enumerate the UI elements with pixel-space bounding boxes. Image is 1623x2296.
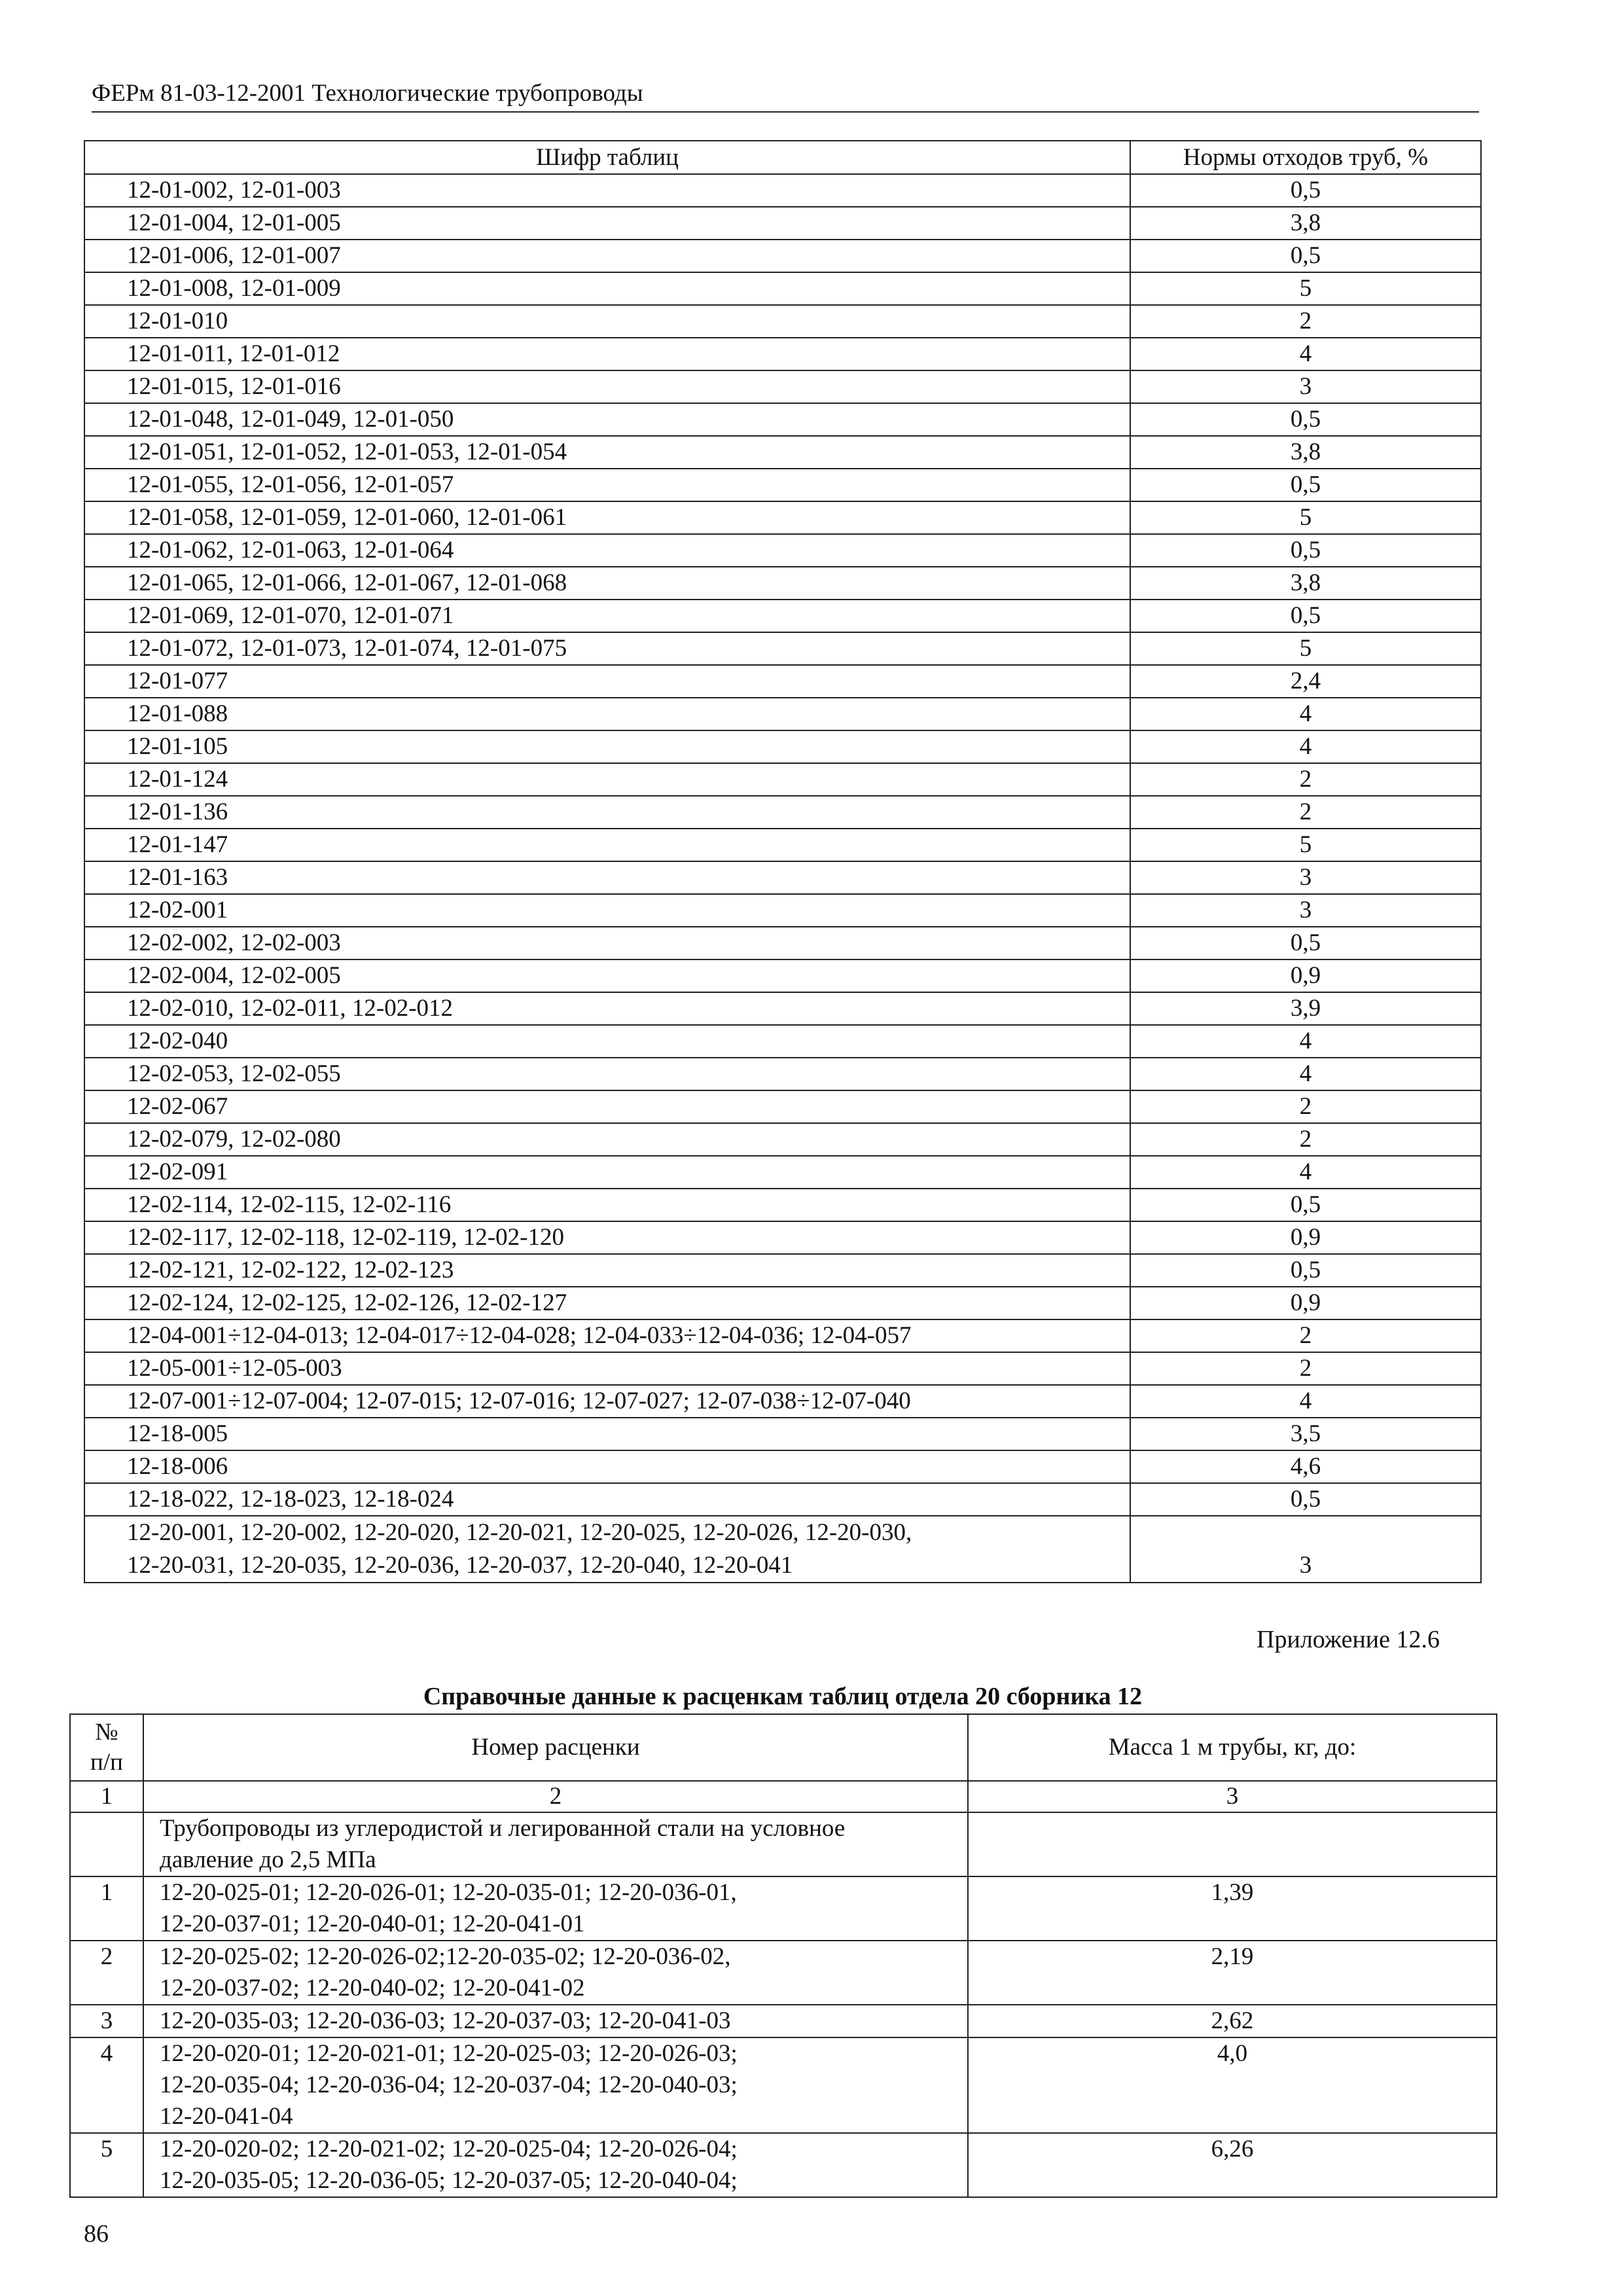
table-row — [84, 534, 1481, 567]
table-code-cell: 12-01-015, 12-01-016 — [84, 370, 1130, 403]
table-value-cell: 0,5 — [1130, 1483, 1481, 1516]
table-code-cell: 12-01-051, 12-01-052, 12-01-053, 12-01-054 — [84, 436, 1130, 469]
table-row — [70, 2005, 1497, 2037]
table-row — [84, 763, 1481, 796]
running-title: ФЕРм 81-03-12-2001 Технологические трубопроводы — [92, 77, 1479, 113]
waste-norms-body — [84, 174, 1481, 1583]
table-code-cell: 12-05-001÷12-05-003 — [84, 1352, 1130, 1385]
table-value-cell: 2 — [1130, 796, 1481, 829]
column-number: 2 — [143, 1781, 968, 1812]
rate-codes-line: 12-20-020-02; 12-20-021-02; 12-20-025-04; 12-20-026-04; — [160, 2136, 738, 2162]
table-code-cell: 12-02-004, 12-02-005 — [84, 960, 1130, 992]
table-row — [70, 2133, 1497, 2197]
mass-value: 2,19 — [968, 1941, 1497, 2005]
table-row — [84, 240, 1481, 272]
table-value-cell: 3 — [1130, 894, 1481, 927]
table-row — [84, 338, 1481, 370]
table-code-cell: 12-02-121, 12-02-122, 12-02-123 — [84, 1254, 1130, 1287]
table-code-cell: 12-01-004, 12-01-005 — [84, 207, 1130, 240]
table-row — [84, 1516, 1481, 1583]
row-number: 2 — [70, 1941, 143, 2005]
table-value-cell: 0,5 — [1130, 600, 1481, 632]
column-header-code: Номер расценки — [143, 1714, 968, 1781]
column-header-norm: Нормы отходов труб, % — [1130, 141, 1481, 174]
column-header-number — [70, 1714, 143, 1781]
table-code-cell: 12-01-006, 12-01-007 — [84, 240, 1130, 272]
section-mass-cell — [968, 1812, 1497, 1876]
table-row — [84, 698, 1481, 730]
table-row — [70, 2037, 1497, 2133]
table-value-cell: 5 — [1130, 632, 1481, 665]
table-value-cell: 3,8 — [1130, 207, 1481, 240]
table-code-cell: 12-01-136 — [84, 796, 1130, 829]
table-value-cell: 4 — [1130, 1156, 1481, 1189]
table-value-cell: 0,9 — [1130, 960, 1481, 992]
reference-data-table — [69, 1713, 1497, 2198]
table-row — [84, 600, 1481, 632]
table-row — [84, 829, 1481, 861]
table-row — [84, 1123, 1481, 1156]
table-row — [84, 469, 1481, 501]
table-row — [84, 1058, 1481, 1090]
rate-codes-cell — [143, 2005, 968, 2037]
table-row — [84, 1352, 1481, 1385]
rate-codes-line: 12-20-020-01; 12-20-021-01; 12-20-025-03; 12-20-026-03; — [160, 2040, 738, 2067]
table-value-cell: 4 — [1130, 698, 1481, 730]
table-value-cell: 2,4 — [1130, 665, 1481, 698]
rate-codes-line: 12-20-035-04; 12-20-036-04; 12-20-037-04; 12-20-040-03; — [160, 2072, 738, 2098]
table-row — [84, 1385, 1481, 1418]
table-code-cell: 12-01-124 — [84, 763, 1130, 796]
table-row — [84, 1418, 1481, 1450]
table-code-cell: 12-02-053, 12-02-055 — [84, 1058, 1130, 1090]
table-row — [84, 992, 1481, 1025]
table-value-cell: 0,5 — [1130, 240, 1481, 272]
table-value-cell: 0,9 — [1130, 1287, 1481, 1319]
rate-codes-line: 12-20-035-05; 12-20-036-05; 12-20-037-05; 12-20-040-04; — [160, 2167, 738, 2194]
page-number: 86 — [84, 2220, 109, 2248]
table-code-cell: 12-01-072, 12-01-073, 12-01-074, 12-01-075 — [84, 632, 1130, 665]
table-row — [84, 207, 1481, 240]
column-header-number-line: № — [95, 1719, 118, 1746]
table-row — [84, 796, 1481, 829]
table-code-cell: 12-01-147 — [84, 829, 1130, 861]
table-value-cell: 4 — [1130, 730, 1481, 763]
table-code-cell: 12-02-091 — [84, 1156, 1130, 1189]
rate-codes-cell — [143, 2133, 968, 2197]
column-header-number-line: п/п — [90, 1749, 123, 1776]
table-row — [84, 1483, 1481, 1516]
table-code-cell: 12-01-048, 12-01-049, 12-01-050 — [84, 403, 1130, 436]
table-value-cell: 3,9 — [1130, 992, 1481, 1025]
table-value-cell: 4 — [1130, 1025, 1481, 1058]
table-code-cell: 12-02-079, 12-02-080 — [84, 1123, 1130, 1156]
section-number-cell — [70, 1812, 143, 1876]
table-code-cell: 12-01-163 — [84, 861, 1130, 894]
table-row — [84, 927, 1481, 960]
section-title-line: Трубопроводы из углеродистой и легированной стали на условное — [160, 1815, 846, 1842]
table-row — [84, 403, 1481, 436]
table-row — [84, 436, 1481, 469]
table-row — [84, 1025, 1481, 1058]
table-value-cell: 3 — [1130, 370, 1481, 403]
table-value-cell: 0,5 — [1130, 1189, 1481, 1221]
rate-codes-line: 12-20-037-02; 12-20-040-02; 12-20-041-02 — [160, 1975, 585, 2001]
table-code-cell: 12-02-067 — [84, 1090, 1130, 1123]
table-code-cell — [84, 1516, 1130, 1583]
section-title-line: давление до 2,5 МПа — [160, 1846, 376, 1873]
table-code-cell: 12-01-055, 12-01-056, 12-01-057 — [84, 469, 1130, 501]
table-row — [84, 960, 1481, 992]
row-number: 4 — [70, 2037, 143, 2133]
table-row — [84, 1319, 1481, 1352]
table-value-cell: 2 — [1130, 1352, 1481, 1385]
table-code-cell: 12-02-117, 12-02-118, 12-02-119, 12-02-120 — [84, 1221, 1130, 1254]
table-row — [84, 1450, 1481, 1483]
table-code-cell: 12-07-001÷12-07-004; 12-07-015; 12-07-016; 12-07-027; 12-07-038÷12-07-040 — [84, 1385, 1130, 1418]
table-value-cell: 3,5 — [1130, 1418, 1481, 1450]
waste-norms-table — [84, 140, 1482, 1583]
table-header-row — [70, 1714, 1497, 1781]
table-value-cell: 4 — [1130, 1385, 1481, 1418]
table-code-cell: 12-01-002, 12-01-003 — [84, 174, 1130, 207]
table-value-cell: 0,5 — [1130, 403, 1481, 436]
table-value-cell: 0,9 — [1130, 1221, 1481, 1254]
table-value-cell: 5 — [1130, 272, 1481, 305]
table-code-cell: 12-01-008, 12-01-009 — [84, 272, 1130, 305]
table-code-cell: 12-01-069, 12-01-070, 12-01-071 — [84, 600, 1130, 632]
mass-value: 4,0 — [968, 2037, 1497, 2133]
table-row — [84, 1254, 1481, 1287]
table-row — [84, 632, 1481, 665]
table-value-cell: 0,5 — [1130, 927, 1481, 960]
reference-table-title: Справочные данные к расценкам таблиц отдела 20 сборника 12 — [423, 1683, 1143, 1710]
table-value-cell: 5 — [1130, 829, 1481, 861]
table-code-cell: 12-02-002, 12-02-003 — [84, 927, 1130, 960]
table-row — [84, 1221, 1481, 1254]
rate-codes-cell — [143, 2037, 968, 2133]
table-row — [84, 174, 1481, 207]
mass-value: 6,26 — [968, 2133, 1497, 2197]
table-value-cell: 0,5 — [1130, 1254, 1481, 1287]
column-number: 1 — [70, 1781, 143, 1812]
table-code-cell: 12-01-062, 12-01-063, 12-01-064 — [84, 534, 1130, 567]
table-code-cell: 12-02-010, 12-02-011, 12-02-012 — [84, 992, 1130, 1025]
section-row — [70, 1812, 1497, 1876]
appendix-label: Приложение 12.6 — [1257, 1626, 1440, 1653]
table-value-cell: 4,6 — [1130, 1450, 1481, 1483]
rate-codes-line: 12-20-035-03; 12-20-036-03; 12-20-037-03; 12-20-041-03 — [160, 2007, 731, 2034]
column-header-mass: Масса 1 м трубы, кг, до: — [968, 1714, 1497, 1781]
table-value-cell: 2 — [1130, 1090, 1481, 1123]
table-value-cell: 2 — [1130, 1319, 1481, 1352]
table-value-cell: 4 — [1130, 1058, 1481, 1090]
table-row — [84, 1090, 1481, 1123]
table-value-cell: 2 — [1130, 305, 1481, 338]
table-row — [84, 370, 1481, 403]
table-row — [84, 501, 1481, 534]
table-row — [84, 567, 1481, 600]
table-value-cell: 5 — [1130, 501, 1481, 534]
table-code-cell: 12-02-001 — [84, 894, 1130, 927]
mass-value: 2,62 — [968, 2005, 1497, 2037]
column-numbers-row — [70, 1781, 1497, 1812]
rate-codes-cell — [143, 1876, 968, 1941]
table-value-cell: 3 — [1130, 1516, 1481, 1583]
table-value-cell: 3,8 — [1130, 436, 1481, 469]
row-number: 1 — [70, 1876, 143, 1941]
table-code-cell: 12-02-040 — [84, 1025, 1130, 1058]
table-code-cell: 12-18-006 — [84, 1450, 1130, 1483]
table-row — [84, 305, 1481, 338]
table-row — [70, 1876, 1497, 1941]
rate-codes-line: 12-20-025-01; 12-20-026-01; 12-20-035-01; 12-20-036-01, — [160, 1879, 737, 1906]
table-code-cell: 12-01-105 — [84, 730, 1130, 763]
row-number: 3 — [70, 2005, 143, 2037]
table-row — [84, 1189, 1481, 1221]
table-row — [84, 665, 1481, 698]
table-value-cell: 4 — [1130, 338, 1481, 370]
table-code-cell: 12-04-001÷12-04-013; 12-04-017÷12-04-028; 12-04-033÷12-04-036; 12-04-057 — [84, 1319, 1130, 1352]
table-row — [84, 1287, 1481, 1319]
table-value-cell: 0,5 — [1130, 174, 1481, 207]
row-number: 5 — [70, 2133, 143, 2197]
table-row — [70, 1941, 1497, 2005]
table-code-cell: 12-01-011, 12-01-012 — [84, 338, 1130, 370]
table-code-cell: 12-01-065, 12-01-066, 12-01-067, 12-01-068 — [84, 567, 1130, 600]
reference-data-body — [70, 1714, 1497, 2197]
rate-codes-line: 12-20-037-01; 12-20-040-01; 12-20-041-01 — [160, 1910, 585, 1937]
table-code-line: 12-20-001, 12-20-002, 12-20-020, 12-20-021, 12-20-025, 12-20-026, 12-20-030, — [127, 1519, 912, 1546]
table-code-cell: 12-18-022, 12-18-023, 12-18-024 — [84, 1483, 1130, 1516]
table-code-cell: 12-01-077 — [84, 665, 1130, 698]
table-code-cell: 12-02-124, 12-02-125, 12-02-126, 12-02-127 — [84, 1287, 1130, 1319]
table-row — [84, 894, 1481, 927]
table-value-cell: 0,5 — [1130, 534, 1481, 567]
mass-value: 1,39 — [968, 1876, 1497, 1941]
table-code-cell: 12-02-114, 12-02-115, 12-02-116 — [84, 1189, 1130, 1221]
table-value-cell: 2 — [1130, 763, 1481, 796]
table-value-cell: 2 — [1130, 1123, 1481, 1156]
table-header-row — [84, 141, 1481, 174]
column-header-code: Шифр таблиц — [84, 141, 1130, 174]
table-row — [84, 272, 1481, 305]
table-code-cell: 12-01-088 — [84, 698, 1130, 730]
table-row — [84, 861, 1481, 894]
table-code-cell: 12-01-010 — [84, 305, 1130, 338]
rate-codes-line: 12-20-025-02; 12-20-026-02;12-20-035-02; 12-20-036-02, — [160, 1943, 731, 1970]
table-code-cell: 12-01-058, 12-01-059, 12-01-060, 12-01-061 — [84, 501, 1130, 534]
section-title — [143, 1812, 968, 1876]
table-value-cell: 3,8 — [1130, 567, 1481, 600]
column-number: 3 — [968, 1781, 1497, 1812]
table-code-cell: 12-18-005 — [84, 1418, 1130, 1450]
rate-codes-cell — [143, 1941, 968, 2005]
table-code-line: 12-20-031, 12-20-035, 12-20-036, 12-20-037, 12-20-040, 12-20-041 — [127, 1552, 793, 1579]
table-value-cell: 0,5 — [1130, 469, 1481, 501]
table-row — [84, 730, 1481, 763]
table-row — [84, 1156, 1481, 1189]
table-value-cell: 3 — [1130, 861, 1481, 894]
rate-codes-line: 12-20-041-04 — [160, 2103, 293, 2130]
